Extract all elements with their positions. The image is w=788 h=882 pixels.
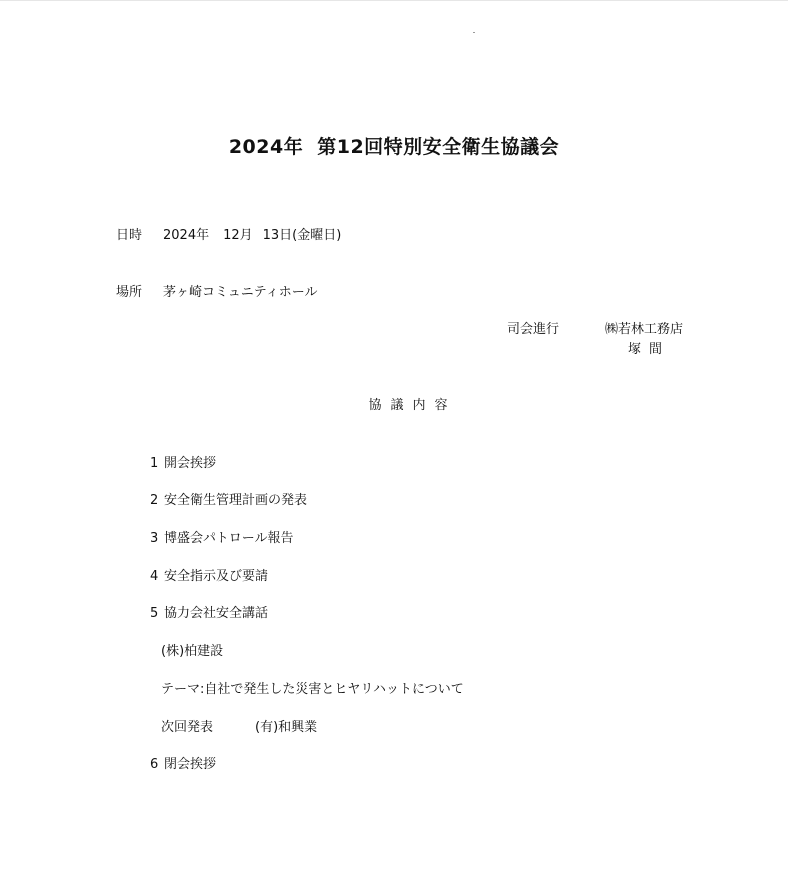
agenda-text: 協力会社安全講話 (164, 606, 269, 621)
place-label: 場所 (116, 285, 143, 300)
datetime-month: 12月 (223, 228, 253, 243)
page-title (0, 132, 788, 159)
next-presenter-row (161, 716, 317, 735)
mc-company: ㈱若林工務店 (605, 322, 684, 337)
scan-speck (473, 32, 475, 33)
place-row (116, 281, 318, 300)
agenda-item (150, 489, 307, 508)
agenda-text: 安全指示及び要請 (164, 569, 269, 584)
mc-label: 司会進行 (507, 322, 560, 337)
agenda-text: 開会挨拶 (164, 456, 217, 471)
datetime-label: 日時 (116, 228, 143, 243)
place-value: 茅ヶ崎コミュニティホール (163, 285, 318, 300)
agenda-item (150, 452, 216, 471)
agenda-item (150, 753, 216, 772)
talk-company: (株)柏建設 (161, 644, 224, 659)
datetime-year: 2024年 (163, 228, 210, 243)
section-heading: 協議内容 (368, 398, 457, 413)
agenda-item (150, 527, 293, 546)
datetime-row (116, 224, 342, 243)
agenda-number: 2 (150, 493, 159, 508)
title-year: 2024年 (228, 136, 304, 158)
agenda-text: 閉会挨拶 (164, 757, 217, 772)
mc-person: 塚間 (628, 342, 671, 357)
talk-theme: テーマ:自社で発生した災害とヒヤリハットについて (161, 682, 464, 697)
agenda-number: 5 (150, 606, 159, 621)
agenda-item (150, 565, 268, 584)
next-company: (有)和興業 (255, 720, 318, 735)
title-main: 第12回特別安全衛生協議会 (317, 136, 560, 158)
agenda-number: 1 (150, 456, 159, 471)
datetime-day: 13日(金曜日) (262, 228, 342, 243)
agenda-number: 6 (150, 757, 159, 772)
agenda-number: 4 (150, 569, 159, 584)
agenda-number: 3 (150, 531, 159, 546)
next-label: 次回発表 (161, 720, 214, 735)
agenda-text: 博盛会パトロール報告 (164, 531, 294, 546)
datetime-value (163, 224, 341, 243)
agenda-item (150, 602, 268, 621)
agenda-text: 安全衛生管理計画の発表 (164, 493, 308, 508)
